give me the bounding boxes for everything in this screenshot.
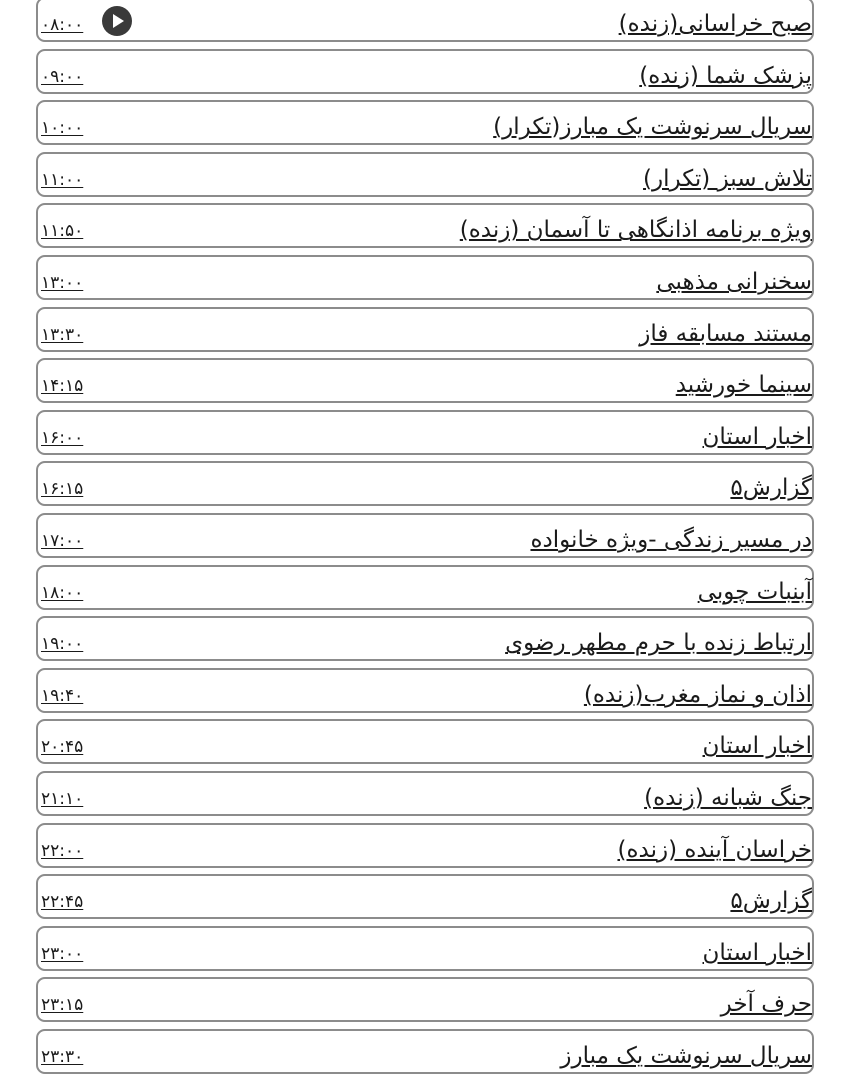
- program-time: ۲۲:۴۵: [41, 892, 84, 913]
- schedule-row[interactable]: [36, 1029, 814, 1074]
- schedule-row[interactable]: [36, 977, 814, 1022]
- schedule-row[interactable]: [36, 771, 814, 816]
- schedule-row[interactable]: [36, 410, 814, 455]
- program-title: صبح خراسانی(زنده): [618, 11, 812, 37]
- program-time: ۱۳:۰۰: [41, 273, 84, 293]
- program-time: ۲۳:۱۵: [41, 995, 84, 1016]
- program-time: ۱۰:۰۰: [41, 118, 84, 139]
- program-title: پزشک شما (زنده): [639, 62, 812, 89]
- program-title: سخنرانی مذهبی: [656, 269, 812, 295]
- program-title: حرف آخر: [720, 991, 812, 1018]
- schedule-row[interactable]: [36, 49, 814, 94]
- program-title: گزارش۵: [730, 888, 812, 915]
- program-time: ۱۶:۱۵: [41, 479, 84, 500]
- program-time: ۱۱:۰۰: [41, 169, 84, 190]
- program-title: جنگ شبانه (زنده): [644, 785, 812, 811]
- schedule-list: [36, 0, 816, 1080]
- program-time: ۰۸:۰۰: [41, 15, 84, 35]
- schedule-row[interactable]: [36, 616, 814, 661]
- program-time: ۱۹:۰۰: [41, 634, 84, 655]
- program-title: اخبار استان: [702, 733, 812, 760]
- schedule-row[interactable]: [36, 874, 814, 919]
- program-title: مستند مسابقه فاز: [639, 320, 812, 347]
- program-time: ۰۹:۰۰: [41, 66, 84, 87]
- program-time: ۲۳:۰۰: [41, 943, 84, 964]
- program-title: سریال سرنوشت یک مبارز(تکرار): [493, 114, 812, 141]
- schedule-row[interactable]: [36, 358, 814, 403]
- schedule-row[interactable]: [36, 565, 814, 610]
- program-title: سینما خورشید: [675, 372, 812, 399]
- program-title: سریال سرنوشت یک مبارز: [560, 1043, 812, 1069]
- program-time: ۱۴:۱۵: [41, 376, 84, 397]
- schedule-row[interactable]: [36, 668, 814, 713]
- program-time: ۱۹:۴۰: [41, 685, 84, 706]
- program-time: ۲۳:۳۰: [41, 1047, 84, 1067]
- play-icon[interactable]: [102, 6, 132, 36]
- schedule-row[interactable]: [36, 823, 814, 868]
- schedule-row[interactable]: [36, 926, 814, 971]
- program-title: ارتباط زنده با حرم مطهر رضوی: [505, 630, 812, 657]
- schedule-row[interactable]: [36, 152, 814, 197]
- program-title: گزارش۵: [730, 475, 812, 502]
- program-title: آبنبات چوبی: [697, 578, 812, 605]
- program-time: ۲۰:۴۵: [41, 737, 84, 758]
- program-title: اخبار استان: [702, 939, 812, 966]
- program-time: ۱۶:۰۰: [41, 427, 84, 448]
- program-title: تلاش سبز (تکرار): [643, 165, 812, 192]
- program-time: ۱۱:۵۰: [41, 221, 84, 242]
- program-time: ۱۷:۰۰: [41, 531, 84, 551]
- schedule-row[interactable]: [36, 307, 814, 352]
- program-time: ۲۲:۰۰: [41, 840, 84, 861]
- program-title: خراسان آینده (زنده): [617, 836, 812, 863]
- program-title: ویژه برنامه اذانگاهی تا آسمان (زنده): [459, 217, 812, 244]
- schedule-row[interactable]: [36, 0, 814, 42]
- schedule-row[interactable]: [36, 100, 814, 145]
- program-title: در مسیر زندگی -ویژه خانواده: [530, 527, 812, 553]
- program-time: ۱۸:۰۰: [41, 582, 84, 603]
- schedule-row[interactable]: [36, 203, 814, 248]
- schedule-row[interactable]: [36, 461, 814, 506]
- schedule-row[interactable]: [36, 719, 814, 764]
- program-title: اخبار استان: [702, 423, 812, 450]
- program-title: اذان و نماز مغرب(زنده): [583, 681, 812, 708]
- schedule-row[interactable]: [36, 255, 814, 300]
- schedule-row[interactable]: [36, 513, 814, 558]
- program-time: ۱۳:۳۰: [41, 324, 84, 345]
- program-time: ۲۱:۱۰: [41, 789, 84, 809]
